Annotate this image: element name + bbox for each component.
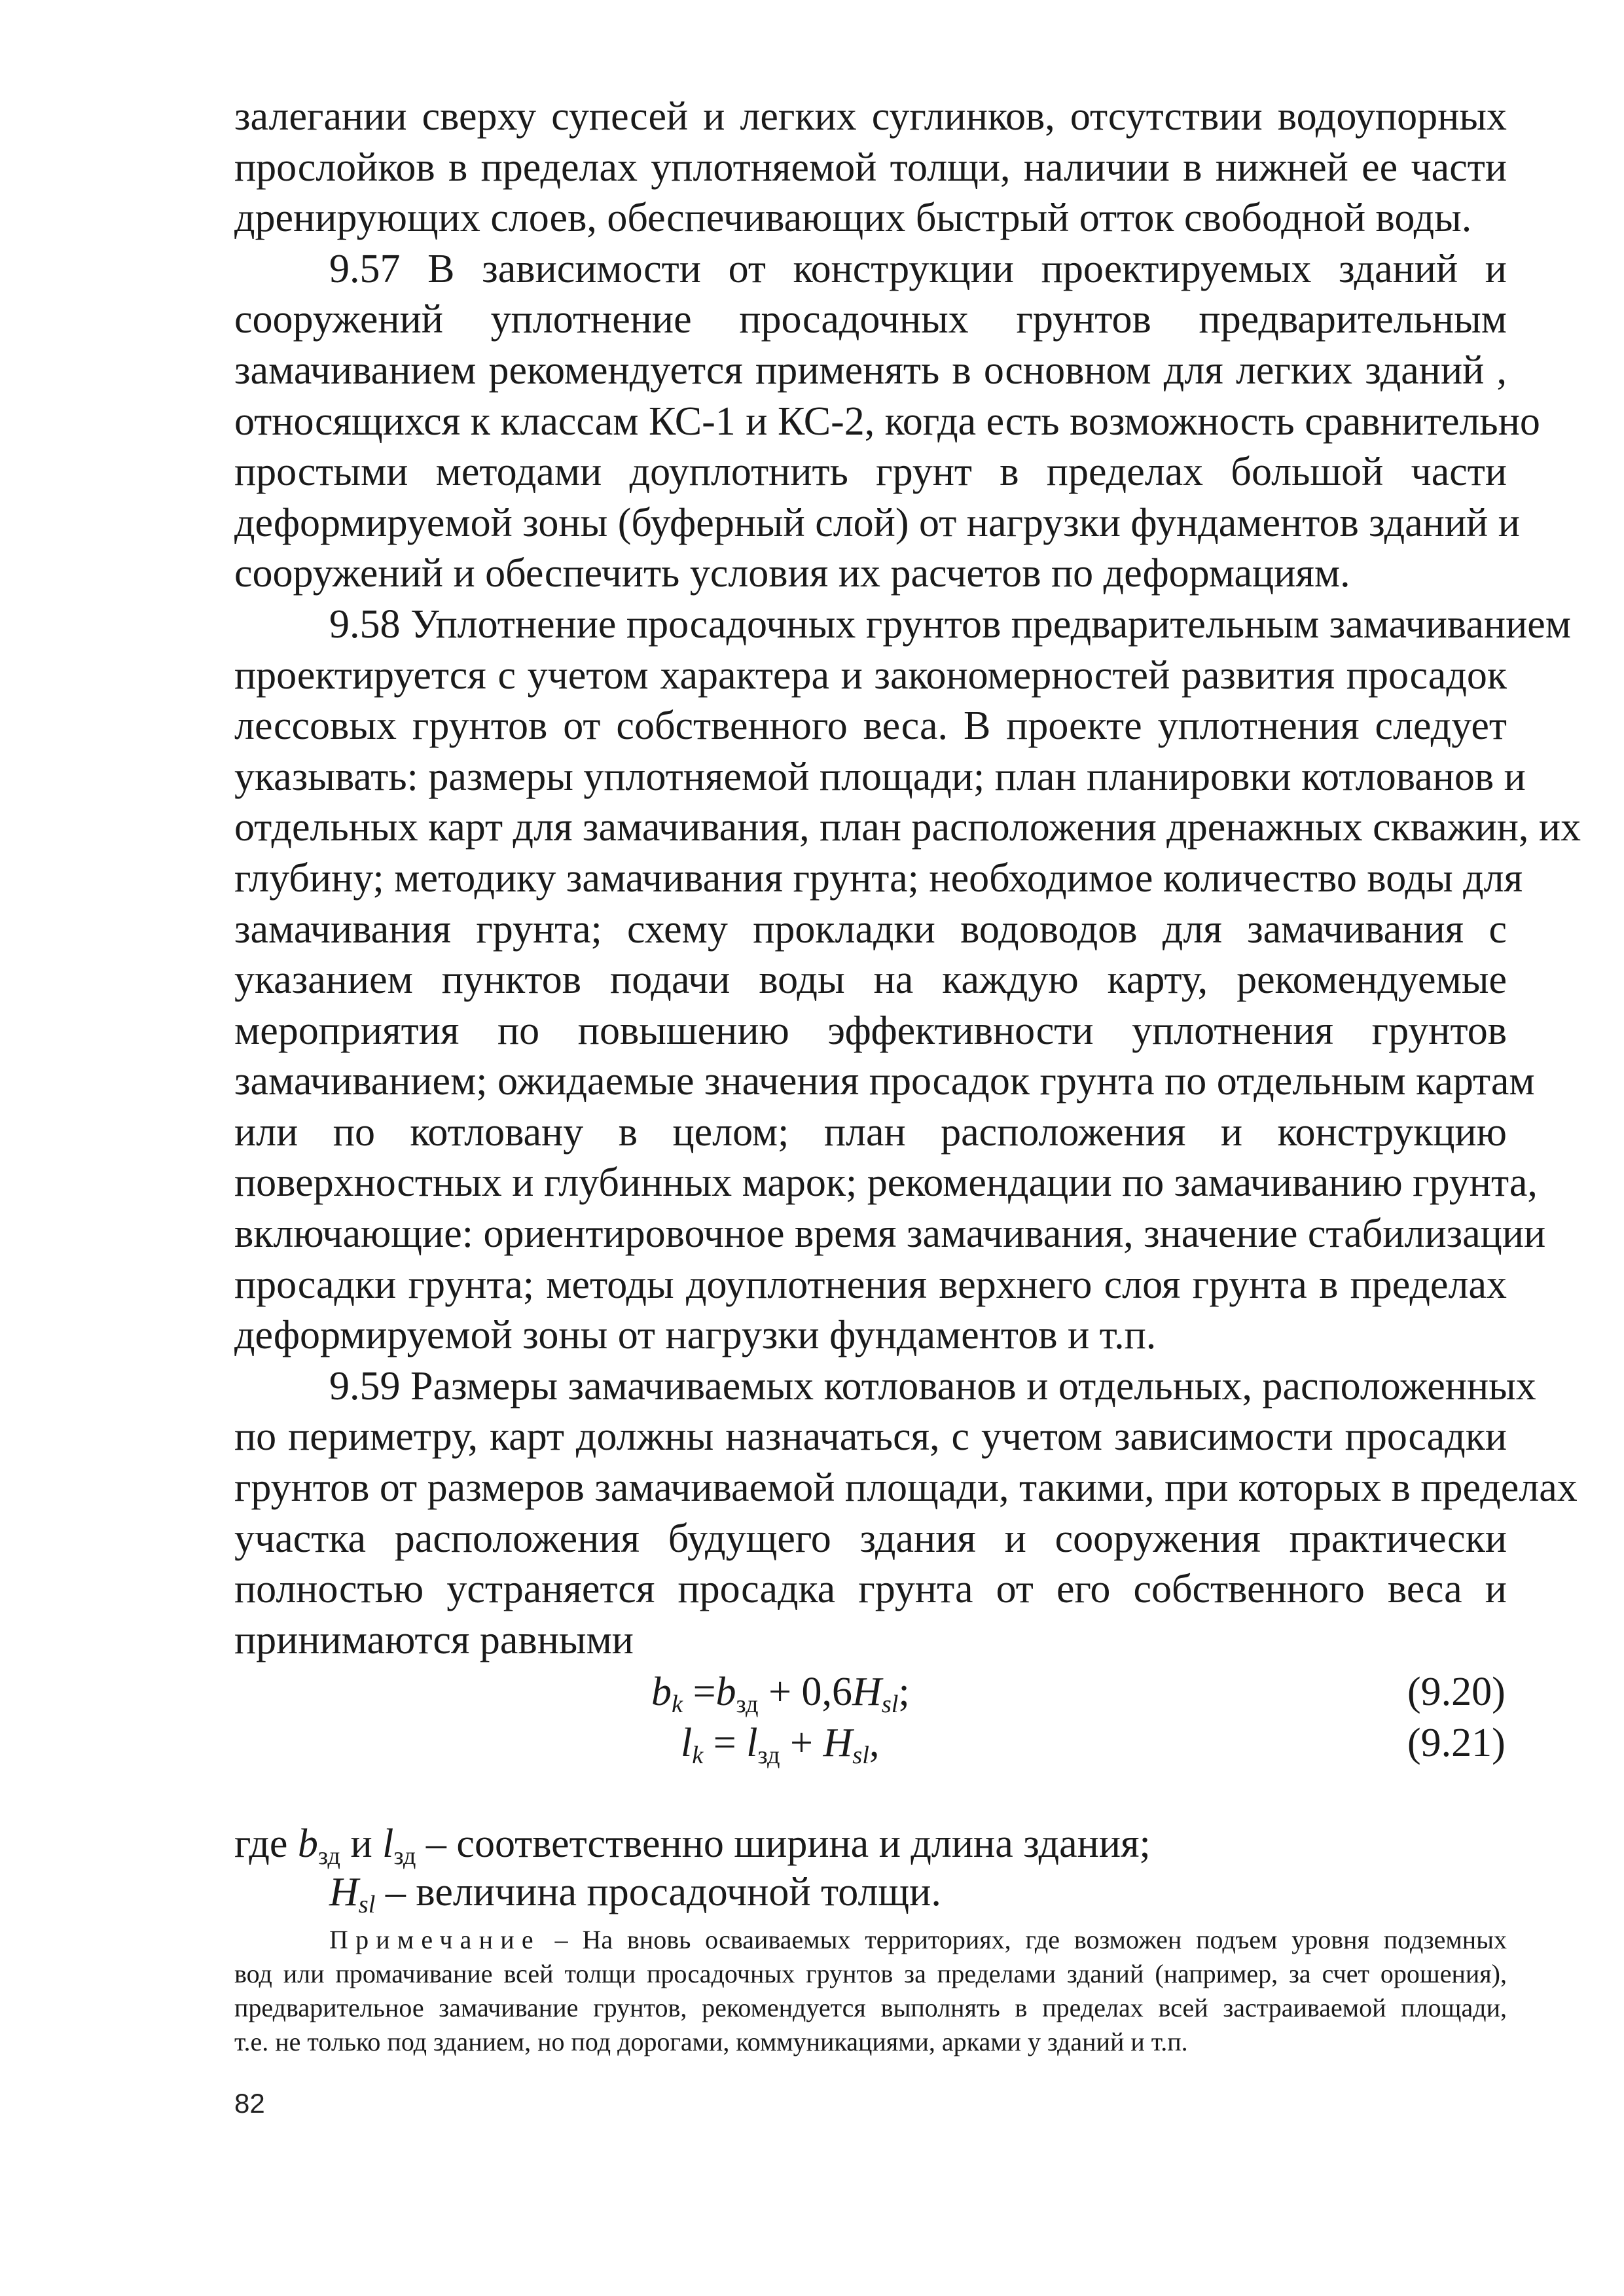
formula-subscript: зд xyxy=(736,1690,759,1718)
note-line: т.е. не только под зданием, но под дорогами, коммуникациями, арками у зданий и т.п. xyxy=(234,2027,1188,2056)
formula-subscript: sl xyxy=(358,1890,376,1918)
note-text: – На вновь осваиваемых территориях, где возможен подъем уровня подземных xyxy=(540,1925,1507,1954)
formula-subscript: зд xyxy=(317,1842,340,1870)
formula-symbol: l xyxy=(681,1721,693,1765)
clause-9-57-line: 9.57 В зависимости от конструкции проектируемых зданий и xyxy=(329,246,1507,291)
text-line: сооружений уплотнение просадочных грунтов предварительным xyxy=(234,297,1507,342)
text-line: указывать: размеры уплотняемой площади; план планировки котлованов и xyxy=(234,754,1526,799)
note-block xyxy=(234,1923,1507,2059)
formula-operator: = xyxy=(683,1670,716,1714)
formula-operator: + 0,6 xyxy=(758,1670,853,1714)
where-text: – величина просадочной толщи. xyxy=(375,1870,941,1914)
formula-symbol: b xyxy=(297,1821,318,1866)
text-line: относящихся к классам КС-1 и КС-2, когда есть возможность сравнительно xyxy=(234,399,1540,444)
text-line: полностью устраняется просадка грунта от его собственного веса и xyxy=(234,1567,1507,1612)
formula-symbol: H xyxy=(852,1670,882,1714)
where-text: – соответственно ширина и длина здания; xyxy=(416,1821,1151,1866)
text-line: деформируемой зоны от нагрузки фундаментов и т.п. xyxy=(234,1313,1157,1358)
clause-9-59-line: 9.59 Размеры замачиваемых котлованов и отдельных, расположенных xyxy=(329,1363,1536,1408)
formula-symbol: b xyxy=(715,1670,736,1714)
where-definition-h xyxy=(329,1869,941,1918)
text-line: по периметру, карт должны назначаться, с учетом зависимости просадки xyxy=(234,1414,1507,1460)
equation-number-9-21: (9.21) xyxy=(1407,1721,1506,1765)
formula-symbol: H xyxy=(823,1721,853,1765)
formula-punctuation: , xyxy=(869,1721,880,1765)
formula-symbol: l xyxy=(382,1821,394,1866)
note-label: Примечание xyxy=(329,1925,541,1954)
formula-9-20 xyxy=(651,1669,910,1718)
text-line: замачивания грунта; схему прокладки водоводов для замачивания с xyxy=(234,906,1507,952)
where-text: где xyxy=(234,1821,298,1866)
clause-9-58-line: 9.58 Уплотнение просадочных грунтов предварительным замачиванием xyxy=(329,601,1572,647)
text-line: проектируется с учетом характера и закономерностей развития просадок xyxy=(234,653,1507,698)
text-line: участка расположения будущего здания и сооружения практически xyxy=(234,1516,1507,1561)
equation-number-9-20: (9.20) xyxy=(1407,1670,1506,1714)
formula-subscript: k xyxy=(692,1741,704,1769)
formula-punctuation: ; xyxy=(898,1670,910,1714)
note-line: предварительное замачивание грунтов, рекомендуется выполнять в пределах всей застраиваемой площади, xyxy=(234,1993,1507,2022)
text-line: замачиванием; ожидаемые значения просадок грунта по отдельным картам xyxy=(234,1059,1535,1104)
text-line: замачиванием рекомендуется применять в основном для легких зданий , xyxy=(234,348,1507,393)
formula-9-21 xyxy=(681,1720,880,1769)
text-line: просадки грунта; методы доуплотнения верхнего слоя грунта в пределах xyxy=(234,1262,1507,1307)
where-definition-b-l xyxy=(234,1821,1151,1870)
text-line: глубину; методику замачивания грунта; необходимое количество воды для xyxy=(234,855,1523,901)
text-line: грунтов от размеров замачиваемой площади, такими, при которых в пределах xyxy=(234,1465,1578,1511)
text-line: сооружений и обеспечить условия их расчетов по деформациям. xyxy=(234,551,1350,596)
note-line xyxy=(234,1923,1507,1957)
text-line: простыми методами доуплотнить грунт в пределах большой части xyxy=(234,450,1507,495)
body-text xyxy=(234,92,1581,1666)
formula-symbol: H xyxy=(329,1870,359,1914)
formula-subscript: зд xyxy=(393,1842,416,1870)
text-line: включающие: ориентировочное время замачивания, значение стабилизации xyxy=(234,1211,1546,1257)
text-line: отдельных карт для замачивания, план расположения дренажных скважин, их xyxy=(234,805,1581,850)
text-line: деформируемой зоны (буферный слой) от нагрузки фундаментов зданий и xyxy=(234,500,1520,545)
formula-symbol: l xyxy=(746,1721,758,1765)
where-text: и xyxy=(340,1821,383,1866)
text-line: принимаются равными xyxy=(234,1617,634,1662)
text-line: мероприятия по повышению эффективности уплотнения грунтов xyxy=(234,1008,1507,1053)
text-line: лессовых грунтов от собственного веса. В проекте уплотнения следует xyxy=(234,704,1507,749)
text-line: поверхностных и глубинных марок; рекомендации по замачиванию грунта, xyxy=(234,1160,1538,1206)
formula-operator: = xyxy=(703,1721,747,1765)
text-line: указанием пунктов подачи воды на каждую карту, рекомендуемые xyxy=(234,958,1507,1003)
page-number: 82 xyxy=(234,2088,265,2119)
text-line: прослойков в пределах уплотняемой толщи, наличии в нижней ее части xyxy=(234,145,1507,190)
note-line: вод или промачивание всей толщи просадочных грунтов за пределами зданий (например, за счет орошения), xyxy=(234,1959,1507,1988)
formula-operator: + xyxy=(780,1721,823,1765)
formula-symbol: b xyxy=(651,1670,672,1714)
text-line: дренирующих слоев, обеспечивающих быстрый отток свободной воды. xyxy=(234,196,1472,241)
formula-subscript: sl xyxy=(852,1741,869,1769)
formula-subscript: k xyxy=(672,1690,683,1718)
text-line: или по котловану в целом; план расположения и конструкцию xyxy=(234,1109,1507,1155)
formula-subscript: sl xyxy=(881,1690,899,1718)
formula-subscript: зд xyxy=(757,1741,780,1769)
text-line: залегании сверху супесей и легких суглинков, отсутствии водоупорных xyxy=(234,94,1507,139)
